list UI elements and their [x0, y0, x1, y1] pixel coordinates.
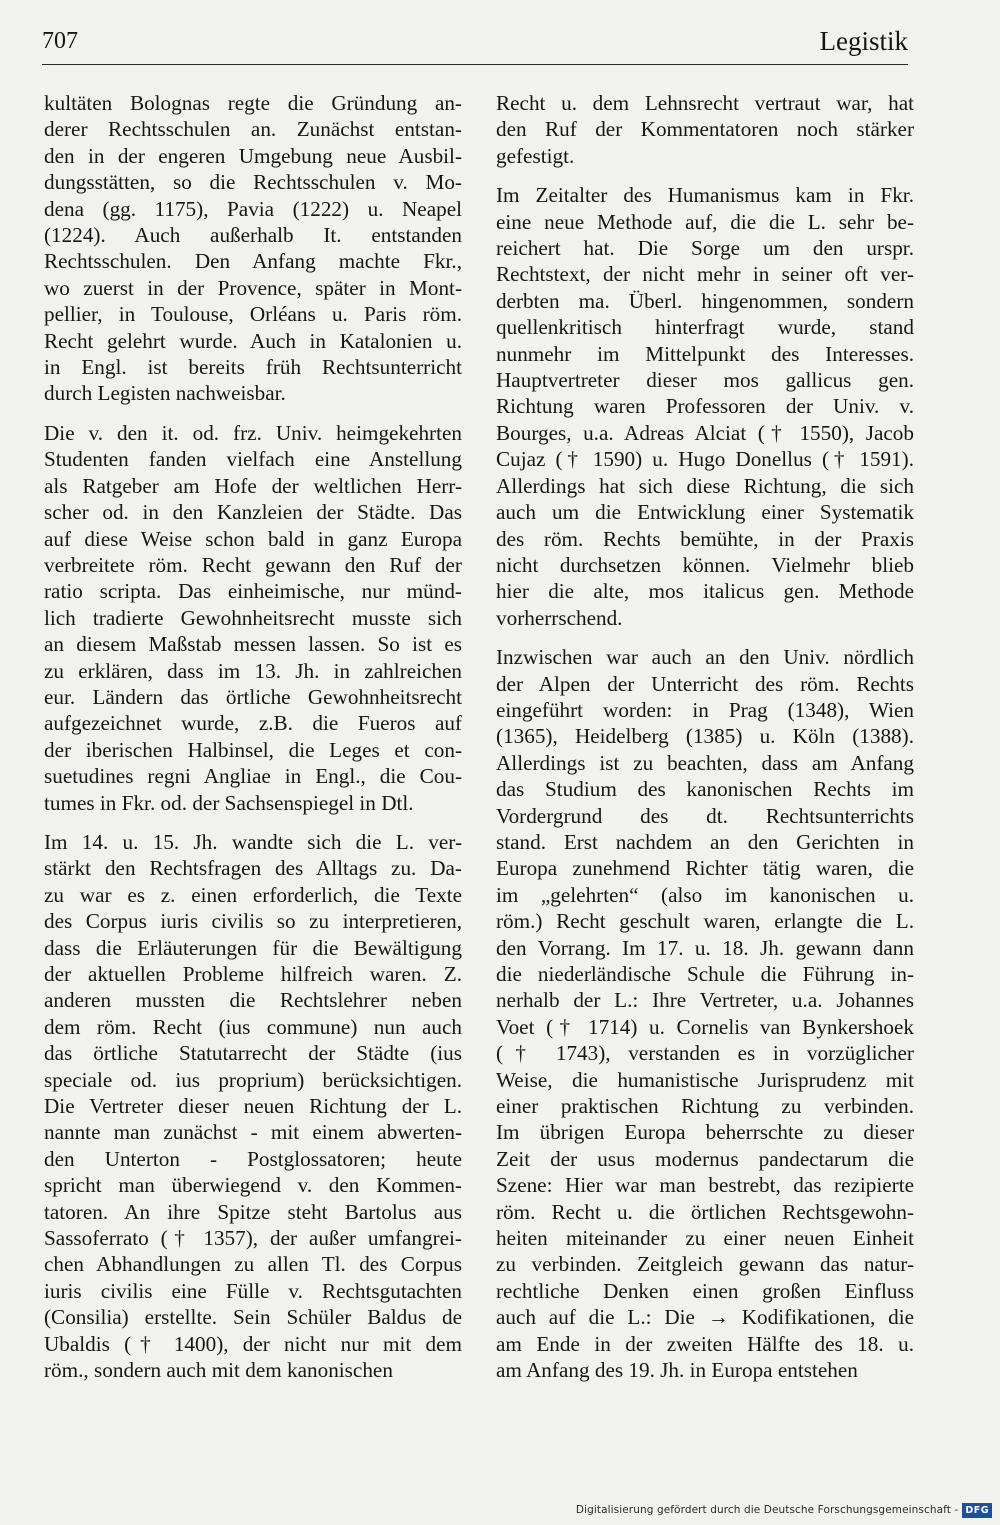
text-line: Hauptvertreter dieser mos gallicus gen. [496, 368, 914, 393]
text-line: im „gelehrten“ (also im kanonischen u. [496, 882, 914, 907]
text-line: eingeführt worden: in Prag (1348), Wien [496, 697, 914, 722]
text-line: tatoren. An ihre Spitze steht Bartolus aus [44, 1199, 462, 1224]
text-line: der aktuellen Probleme hilfreich waren. Z. [44, 962, 462, 986]
text-line: der iberischen Halbinsel, die Leges et con- [44, 737, 462, 762]
text-line: eur. Ländern das örtliche Gewohnheitsrecht [44, 684, 462, 709]
text-line: auf diese Weise schon bald in ganz Europa [44, 526, 462, 551]
text-line: nunmehr im Mittelpunkt des Interesses. [496, 341, 914, 366]
text-line: kultäten Bolognas regte die Gründung an- [44, 91, 462, 115]
text-line: röm.) Recht geschult waren, erlangte die L. [496, 909, 914, 934]
text-line: hier die alte, mos italicus gen. Methode [496, 579, 914, 604]
text-line: den in der engeren Umgebung neue Ausbil- [44, 143, 462, 168]
paragraph [496, 644, 914, 1383]
text-line: scher od. in den Kanzleien der Städte. Das [44, 500, 462, 525]
text-line: nicht durchsetzen können. Vielmehr blieb [496, 552, 914, 577]
text-line: pellier, in Toulouse, Orléans u. Paris röm. [44, 302, 462, 327]
text-line: Inzwischen war auch an den Univ. nördlich [496, 645, 914, 670]
text-line: Die v. den it. od. frz. Univ. heimgekehrten [44, 420, 462, 445]
text-line: Bourges, u.a. Adreas Alciat († 1550), Jacob [496, 420, 914, 445]
paragraph [44, 90, 462, 407]
text-line: Voet († 1714) u. Cornelis van Bynkershoek [496, 1014, 914, 1039]
text-line: Cujaz († 1590) u. Hugo Donellus († 1591). [496, 447, 914, 472]
text-line: eine neue Methode auf, die die L. sehr be- [496, 209, 914, 234]
text-line: († 1743), verstanden es in vorzüglicher [496, 1041, 914, 1066]
text-line: Szene: Hier war man bestrebt, das rezipierte [496, 1173, 914, 1198]
left-text-column [44, 90, 462, 1397]
text-line: quellenkritisch hinterfragt wurde, stand [496, 315, 914, 340]
section-title: Legistik [819, 26, 908, 56]
text-line: Weise, die humanistische Jurisprudenz mit [496, 1067, 914, 1092]
text-line: (Consilia) erstellte. Sein Schüler Baldus de [44, 1305, 462, 1330]
text-line: Ubaldis († 1400), der nicht nur mit dem [44, 1331, 462, 1356]
text-line: Zeit der usus modernus pandectarum die [496, 1146, 914, 1171]
text-line: Im Zeitalter des Humanismus kam in Fkr. [496, 183, 914, 208]
page-number: 707 [42, 28, 78, 54]
text-line: der Alpen der Unterricht des röm. Rechts [496, 671, 914, 696]
text-line: stand. Erst nachdem an den Gerichten in [496, 829, 914, 854]
text-line: des röm. Rechts bemühte, in der Praxis [496, 526, 914, 551]
text-line: Richtung waren Professoren der Univ. v. [496, 394, 914, 419]
text-line: an diesem Maßstab messen lassen. So ist es [44, 632, 462, 657]
text-line: gefestigt. [496, 143, 575, 168]
text-line: das Studium des kanonischen Rechts im [496, 777, 914, 802]
text-line: (1365), Heidelberg (1385) u. Köln (1388). [496, 724, 914, 749]
text-line: lich tradierte Gewohnheitsrecht musste sich [44, 605, 462, 630]
text-line: am Anfang des 19. Jh. in Europa entstehen [496, 1358, 858, 1383]
text-line: auch auf die L.: Die → Kodifikationen, die [496, 1305, 914, 1330]
dfg-logo: DFG [962, 1503, 992, 1518]
text-line: Recht gelehrt wurde. Auch in Katalonien u. [44, 328, 462, 353]
text-line: Im 14. u. 15. Jh. wandte sich die L. ver- [44, 829, 462, 854]
text-line: aufgezeichnet wurde, z.B. die Fueros auf [44, 711, 462, 736]
text-line: Recht u. dem Lehnsrecht vertraut war, hat [496, 91, 914, 115]
right-text-column [496, 90, 914, 1397]
text-line: Sassoferrato († 1357), der außer umfangrei- [44, 1226, 462, 1251]
text-line: einer praktischen Richtung zu verbinden. [496, 1094, 914, 1119]
text-line: Im übrigen Europa beherrschte zu dieser [496, 1120, 914, 1145]
text-line: in Engl. ist bereits früh Rechtsunterricht [44, 355, 462, 380]
text-line: am Ende in der zweiten Hälfte des 18. u. [496, 1331, 914, 1356]
text-line: als Ratgeber am Hofe der weltlichen Herr- [44, 473, 462, 498]
text-line: (1224). Auch außerhalb It. entstanden [44, 223, 462, 248]
text-line: des Corpus iuris civilis so zu interpretieren, [44, 909, 462, 934]
text-line: heiten miteinander zu einer neuen Einheit [496, 1226, 914, 1251]
text-line: den Unterton - Postglossatoren; heute [44, 1146, 462, 1171]
text-line: tumes in Fkr. od. der Sachsenspiegel in Dtl. [44, 790, 414, 815]
text-line: Vordergrund des dt. Rechtsunterrichts [496, 803, 914, 828]
text-line: verbreitete röm. Recht gewann den Ruf der [44, 552, 462, 577]
text-line: dem röm. Recht (ius commune) nun auch [44, 1014, 462, 1039]
text-line: derer Rechtsschulen an. Zunächst entstan- [44, 117, 462, 142]
paragraph [496, 90, 914, 169]
text-line: zu war es z. einen erforderlich, die Texte [44, 882, 462, 907]
text-line: suetudines regni Angliae in Engl., die Cou- [44, 764, 462, 789]
text-line: den Ruf der Kommentatoren noch stärker [496, 117, 914, 142]
text-line: iuris civilis eine Fülle v. Rechtsgutachten [44, 1278, 462, 1303]
text-line: Allerdings hat sich diese Richtung, die sich [496, 473, 914, 498]
text-line: reichert hat. Die Sorge um den urspr. [496, 236, 914, 261]
text-line: röm., sondern auch mit dem kanonischen [44, 1358, 393, 1383]
text-line: wo zuerst in der Provence, später in Mont- [44, 275, 462, 300]
text-line: Rechtsschulen. Den Anfang machte Fkr., [44, 249, 462, 274]
text-line: ratio scripta. Das einheimische, nur münd- [44, 579, 462, 604]
text-line: den Vorrang. Im 17. u. 18. Jh. gewann dann [496, 935, 914, 960]
text-line: röm. Recht u. die örtlichen Rechtsgewohn- [496, 1199, 914, 1224]
text-line: Rechtstext, der nicht mehr in seiner oft ver- [496, 262, 914, 287]
text-line: zu erklären, dass im 13. Jh. in zahlreichen [44, 658, 462, 683]
text-line: anderen mussten die Rechtslehrer neben [44, 988, 462, 1013]
text-line: zu verbinden. Zeitgleich gewann das natur- [496, 1252, 914, 1277]
digitization-footer [576, 1499, 992, 1521]
text-line: das örtliche Statutarrecht der Städte (ius [44, 1041, 462, 1066]
text-line: Allerdings ist zu beachten, dass am Anfang [496, 750, 914, 775]
text-line: Studenten fanden vielfach eine Anstellung [44, 447, 462, 472]
text-line: stärkt den Rechtsfragen des Alltags zu. Da- [44, 856, 462, 881]
paragraph [44, 829, 462, 1384]
text-line: dass die Erläuterungen für die Bewältigung [44, 935, 462, 960]
text-line: chen Abhandlungen zu allen Tl. des Corpus [44, 1252, 462, 1277]
paragraph [44, 420, 462, 816]
text-line: nerhalb der L.: Ihre Vertreter, u.a. Johannes [496, 988, 914, 1013]
text-line: rechtliche Denken einen großen Einfluss [496, 1278, 914, 1303]
text-line: durch Legisten nachweisbar. [44, 381, 286, 406]
text-line: vorherrschend. [496, 605, 623, 630]
text-line: Die Vertreter dieser neuen Richtung der L. [44, 1094, 462, 1119]
paragraph [496, 182, 914, 631]
text-line: dungsstätten, so die Rechtsschulen v. Mo- [44, 170, 462, 195]
text-line: nannte man zunächst - mit einem abwerten- [44, 1120, 462, 1145]
text-line: die niederländische Schule die Führung in- [496, 962, 914, 986]
footer-credit: Digitalisierung gefördert durch die Deutsche Forschungsgemeinschaft - [575, 1504, 959, 1516]
text-line: dena (gg. 1175), Pavia (1222) u. Neapel [44, 196, 462, 221]
text-line: spricht man überwiegend v. den Kommen- [44, 1173, 462, 1198]
text-line: Europa zunehmend Richter tätig waren, die [496, 856, 914, 881]
text-line: derbten ma. Überl. hingenommen, sondern [496, 288, 914, 313]
text-line: auch um die Entwicklung einer Systematik [496, 500, 914, 525]
running-header [42, 24, 908, 65]
text-line: speciale od. ius proprium) berücksichtigen. [44, 1067, 462, 1092]
